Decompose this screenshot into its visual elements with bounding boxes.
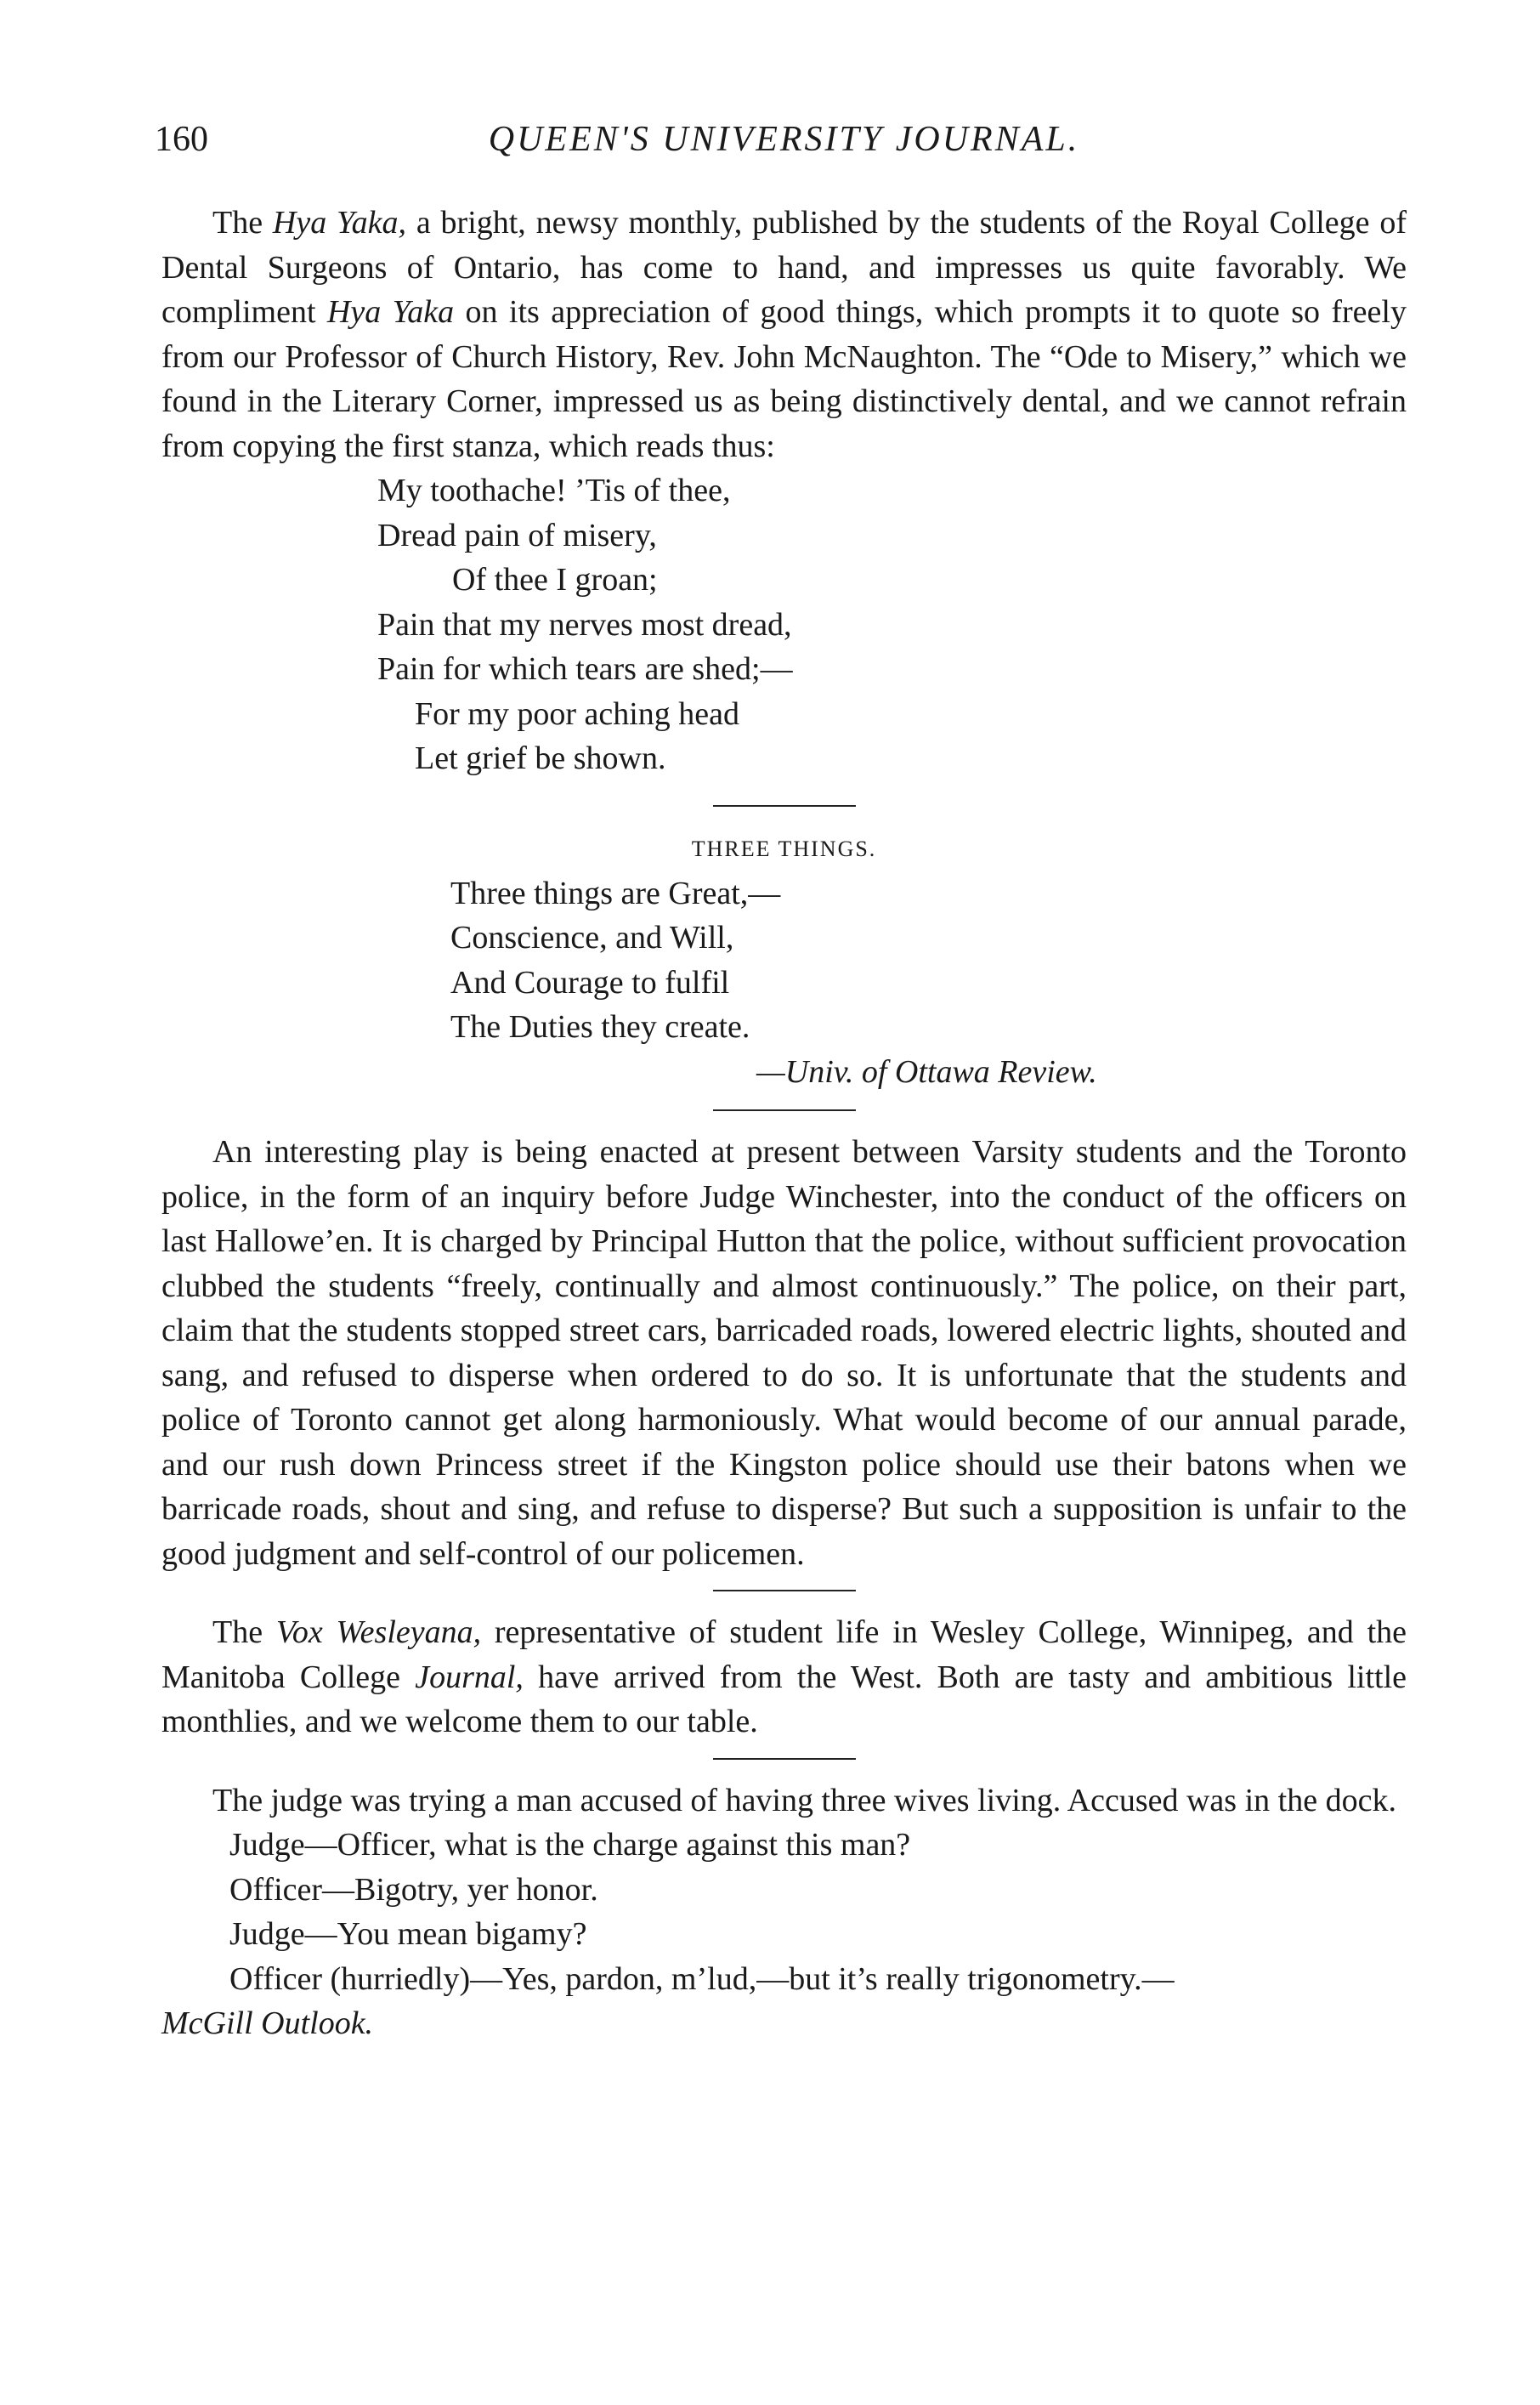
publication-title: Hya Yaka (326, 294, 455, 330)
attribution: —Univ. of Ottawa Review. (756, 1053, 1097, 1090)
section-divider (713, 1590, 856, 1591)
poem-line: Three things are Great,— (450, 875, 781, 911)
poem-line: Pain for which tears are shed;— (377, 651, 793, 687)
section-heading: THREE THINGS. (691, 836, 877, 861)
poem-line: Dread pain of misery, (377, 517, 657, 553)
section-divider (713, 1758, 856, 1760)
text-segment: The (212, 205, 273, 241)
publication-title: Journal, (415, 1659, 524, 1695)
judge-dialogue (161, 1823, 1407, 2001)
publication-title: Vox Wesleyana, (275, 1614, 482, 1650)
dialogue-line: Officer—Bigotry, yer honor. (229, 1871, 598, 1908)
vox-wesleyana-paragraph (161, 1610, 1407, 1744)
three-things-poem (450, 871, 1407, 1050)
poem-line: Pain that my nerves most dread, (377, 606, 792, 643)
dialogue-line: Officer (hurriedly)—Yes, pardon, m’lud,—but it’s really trigonometry.— (229, 1960, 1175, 1997)
poem-line: And Courage to fulfil (450, 964, 730, 1001)
dialogue-line: Judge—Officer, what is the charge against this man? (229, 1827, 911, 1863)
page-body (161, 201, 1407, 2046)
page-number: 160 (155, 120, 208, 159)
text-segment: representative of student life in Wesley College, Winnipeg, and the Manitoba College (161, 1614, 1407, 1695)
dialogue-line: Judge—You mean bigamy? (229, 1916, 587, 1952)
hya-yaka-paragraph (161, 201, 1407, 468)
source-credit: McGill Outlook. (161, 2005, 374, 2041)
section-divider (713, 805, 856, 807)
poem-line: Of thee I groan; (452, 562, 658, 598)
poem-line: Conscience, and Will, (450, 920, 734, 956)
poem-line: My toothache! ’Tis of thee, (377, 473, 731, 508)
running-title: QUEEN'S UNIVERSITY JOURNAL. (488, 120, 1080, 159)
page-header (155, 119, 1407, 170)
poem-line: Let grief be shown. (415, 740, 666, 776)
text-segment: have arrived from the West. Both are tasty and ambitious little monthlies, and we welcome them to our table. (161, 1659, 1407, 1739)
journal-page (155, 0, 1407, 2405)
text-segment: on its appreciation of good things, which prompts it to quote so freely from our Professor of Church History, Rev. John McNaughton. The “Ode to Misery,” which we found in the Literary Corner, impressed us as being distinctively dental, and we cannot refrain from copying the first stanza, which reads thus: (161, 294, 1407, 464)
text-segment: a bright, newsy monthly, published by the students of the Royal College of Dental Surgeons of Ontario, has come to hand, and impresses us quite favorably. We compliment (161, 205, 1407, 330)
text-segment: The (212, 1614, 276, 1650)
publication-title: Hya Yaka, (272, 205, 407, 241)
attribution-block (161, 1050, 1407, 1095)
poem-line: The Duties they create. (450, 1009, 750, 1045)
police-inquiry-paragraph: An interesting play is being enacted at present between Varsity students and the Toronto police, in the form of an inquiry before Judge Winchester, into the conduct of the officers on last Hallowe’en. It is charged by Principal Hutton that the police, without sufficient provocation clubbed the students “freely, continually and almost continuously.” The police, on their part, claim that the students stopped street cars, barricaded roads, lowered electric lights, shouted and sang, and refused to disperse when ordered to do so. It is unfortunate that the students and police of Toronto cannot get along harmoniously. What would become of our annual parade, and our rush down Princess street if the Kingston police should use their batons when we barricade roads, shout and sing, and refuse to disperse? But such a supposition is unfair to the good judgment and self-control of our policemen. (161, 1134, 1407, 1572)
source-credit-paragraph (161, 2001, 1407, 2046)
ode-to-misery-stanza (377, 468, 1407, 781)
poem-line: For my poor aching head (415, 695, 740, 732)
section-divider (713, 1109, 856, 1111)
judge-anecdote-intro: The judge was trying a man accused of having three wives living. Accused was in the dock. (212, 1782, 1396, 1818)
